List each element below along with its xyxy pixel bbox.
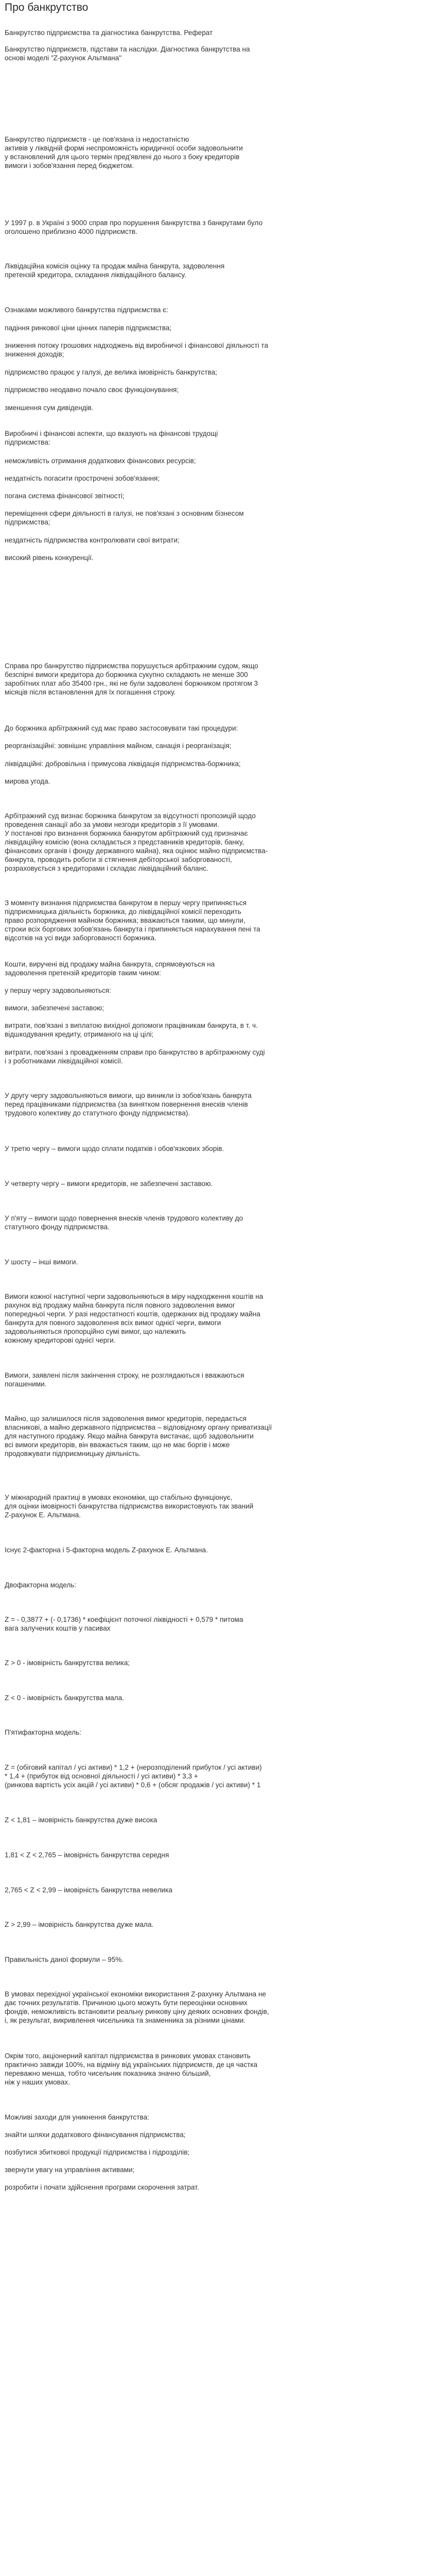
paragraph: нездатність підприємства контролювати свої витрати; — [5, 536, 180, 544]
paragraph: Z > 0 - імовірність банкрутства велика; — [5, 1659, 130, 1667]
paragraph: У четверту чергу – вимоги кредиторів, не забезпечені заставою. — [5, 1180, 213, 1188]
paragraph: вимоги, забезпечені заставою; — [5, 1004, 104, 1012]
paragraph: витрати, пов'язані з провадженням справи про банкрутство в арбітражному суді і з роботниками ліквідаційної комісії. — [5, 1048, 265, 1065]
paragraph: Існує 2-факторна і 5-факторна модель Z-рахунок Е. Альтмана. — [5, 1546, 208, 1554]
paragraph: 2,765 < Z < 2,99 – імовірність банкрутства невелика — [5, 1886, 172, 1894]
paragraph: неможливість отримання додаткових фінансових ресурсів; — [5, 457, 196, 465]
paragraph: знайти шляхи додаткового фінансування підприємства; — [5, 2131, 186, 2139]
paragraph: У міжнародній практиці в умовах економіки, що стабільно функціонує, для оцінки імовірності банкрутства підприємства використовують так званий Z-рахунок Е. Альтмана. — [5, 1494, 254, 1519]
paragraph: витрати, пов'язані з виплатою вихідної допомоги працівникам банкрута, в т. ч. відшкодування кредиту, отриманого на ці цілі; — [5, 1022, 258, 1038]
paragraph: високий рівень конкуренції. — [5, 554, 94, 562]
paragraph: До боржника арбітражний суд має право застосовувати такі процедури: — [5, 724, 238, 732]
paragraph: Кошти, виручені від продажу майна банкрута, спрямовуються на задоволення претензій кредиторів таким чином: — [5, 960, 215, 977]
paragraph: В умовах перехідної української економіки використання Z-рахунку Альтмана не дає точних результатів. Причиною цього можуть бути переоцінки основних фондів, неможливість встановити реальну ринкову ціну деяких основних фондів, і, як результат, викривлення чисельника та знаменника за різними цінами. — [5, 1990, 269, 2024]
paragraph: У другу чергу задовольняються вимоги, що виникли із зобов'язань банкрута перед працівниками підприємства (за винятком повернення внесків членів трудового колективу до статутного фонду підприємства). — [5, 1092, 252, 1117]
paragraph: підприємство працює у галузі, де велика імовірність банкрутства; — [5, 368, 217, 376]
paragraph: звернути увагу на управління активами; — [5, 2166, 135, 2174]
paragraph: Банкрутство підприємств - це пов'язана із недостатністю активів у ліквідній формі неспроможність юридичної особи задовольнити у встановлений для цього термін пред'явлені до нього з боку кредиторів вимоги і зобов'язання перед бюджетом. — [5, 135, 243, 170]
paragraph: У шосту – інші вимоги. — [5, 1258, 78, 1266]
paragraph: Справа про банкрутство підприємства порушується арбітражним судом, якщо безспірні вимоги кредитора до боржника сукупно складають не менше 300 заробітних плат або 35400 грн., які не були задоволені боржником протягом 3 місяців після встановлення для їх погашення строку. — [5, 662, 258, 696]
paragraph: Можливі заходи для уникнення банкрутства: — [5, 2113, 149, 2121]
paragraph: мирова угода. — [5, 777, 50, 785]
paragraph: зниження потоку грошових надходжень від виробничої і фінансової діяльності та зниження доходів; — [5, 342, 268, 358]
paragraph: Двофакторна модель: — [5, 1581, 77, 1589]
paragraph: Z > 2,99 – імовірність банкрутства дуже мала. — [5, 1921, 154, 1928]
paragraph: зменшення сум дивідендів. — [5, 404, 94, 412]
paragraph: З моменту визнання підприємства банкрутом в першу чергу припиняється підприємницька діяльність боржника, до ліквідаційної комісії переходить право розпорядження майном боржника; вважаються такими, що минули, строки всіх боргових зобов'язань банкрута і припиняється нарахування пені та відсотків на усі види заборгованості боржника. — [5, 899, 260, 942]
paragraph: Z < 1,81 – імовірність банкрутства дуже висока — [5, 1816, 158, 1824]
paragraph: розробити і почати здійснення програми скорочення затрат. — [5, 2183, 199, 2191]
paragraph: реорганізаційні: зовнішнє управління майном, санація і реорганізація; — [5, 742, 232, 750]
paragraph: П'ятифакторна модель: — [5, 1728, 81, 1736]
paragraph: Арбітражний суд визнає боржника банкрутом за відсутності пропозицій щодо проведення санації або за умови незгоди кредиторів з її умовами. У постанові про визнання боржника банкрутом арбітражний суд призначає ліквідаційну комісію (вона складається з представників кредиторів, банку, фінансових органів і фонду державного майна), яка оцінює майно підприємства- банкрута, проводить роботи зі стягнення дебіторської заборгованості, розраховується з кредиторами і складає ліквідаційний баланс. — [5, 812, 268, 872]
paragraph: Z = - 0,3877 + (- 0,1736) * коефіцієнт поточної ліквідності + 0,579 * питома вага залучених коштів у пасивах — [5, 1616, 243, 1632]
paragraph: ліквідаційні: добровільна і примусова ліквідація підприємства-боржника; — [5, 760, 241, 768]
paragraph: погана система фінансової звітності; — [5, 492, 125, 500]
paragraph: Виробничі і фінансові аспекти, що вказують на фінансові трудощі підприємства: — [5, 430, 218, 446]
paragraph: переміщення сфери діяльності в галузі, не пов'язані з основним бізнесом підприємства; — [5, 510, 244, 526]
paragraph: 1,81 < Z < 2,765 – імовірність банкрутства середня — [5, 1851, 169, 1859]
paragraph: Майно, що залишилося після задоволення вимог кредиторів, передається власникові, а майно державного підприємства – відповідному органу приватизації для наступного продажу. Якщо майна банкрута вистачає, щоб задовольнити всі вимоги кредиторів, він вважається таким, що не має боргів і може продовжувати підприємницьку діяльність. — [5, 1415, 272, 1458]
paragraph: Банкрутство підприємства та діагностика банкрутства. Реферат — [5, 29, 213, 37]
paragraph: Ліквідаційна комісія оцінку та продаж майна банкрута, задоволення претензій кредитора, складання ліквідаційного балансу. — [5, 262, 225, 279]
paragraph: падіння ринкової ціни цінних паперів підприємства; — [5, 324, 172, 332]
page-title: Про банкрутство — [5, 2, 89, 13]
paragraph: Правильність даної формули – 95%. — [5, 1956, 124, 1963]
paragraph: нездатність погасити прострочені зобов'язання; — [5, 474, 160, 482]
paragraph: Вимоги кожної наступної черги задовольняються в міру надходження коштів на рахунок від продажу майна банкрута після повного задоволення вимог попередньої черги. У разі недостатності коштів, одержаних від продажу майна банкрута для повного задоволення всіх вимог однієї черги, вимоги задовольняються пропорційно сумі вимог, що належить кожному кредиторові однієї черги. — [5, 1293, 264, 1344]
paragraph: У третю чергу – вимоги щодо сплати податків і обов'язкових зборів. — [5, 1145, 224, 1153]
paragraph: Z < 0 - імовірність банкрутства мала. — [5, 1694, 124, 1702]
paragraph: позбутися збиткової продукції підприємства і підрозділів; — [5, 2148, 190, 2156]
paragraph: Ознаками можливого банкрутства підприємства є: — [5, 306, 168, 314]
paragraph: Окрім того, акціонерний капітал підприємства в ринкових умовах становить практично завжди 100%, на відміну від українських підприємств, де ця частка переважно менша, тобто чисельник показника значно більший, ніж у наших умовах. — [5, 2052, 258, 2086]
paragraph: У 1997 р. в Україні з 9000 справ про порушення банкрутства з банкрутами було оголошено приблизно 4000 підприємств. — [5, 219, 263, 235]
paragraph: у першу чергу задовольняються: — [5, 987, 111, 994]
paragraph: підприємство неодавно почало своє функціонування; — [5, 386, 179, 394]
paragraph: Вимоги, заявлені після закінчення строку, не розглядаються і вважаються погашеними. — [5, 1371, 245, 1388]
paragraph: У п'яту – вимоги щодо повернення внесків членів трудового колективу до статутного фонду підприємства. — [5, 1214, 243, 1231]
paragraph: Z = (обіговий капітал / усі активи) * 1,2 + (нерозподілений прибуток / усі активи) * 1,4 + (прибуток від основної діяльності / усі активи) * 3,3 + (ринкова вартість усіх акцій / усі активи) * 0,6 + (обсяг продажів / усі активи) * 1 — [5, 1764, 262, 1789]
paragraph: Банкрутство підприємств, підстави та наслідки. Діагностика банкрутства на основі моделі "Z-рахунок Альтмана" — [5, 45, 250, 62]
